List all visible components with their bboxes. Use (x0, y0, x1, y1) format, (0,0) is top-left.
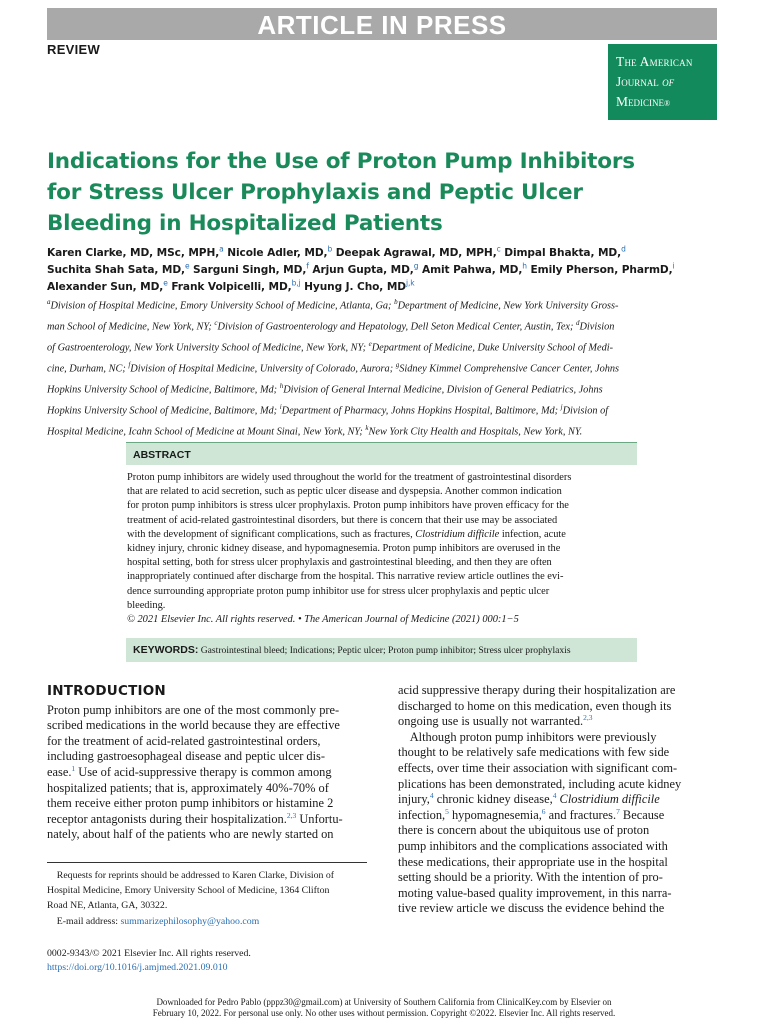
author-line (47, 262, 727, 279)
journal-logo (608, 44, 717, 120)
body-line (47, 812, 367, 828)
abstract-text: with the development of significant complications, such as fractures, (127, 528, 416, 540)
download-line: Downloaded for Pedro Pablo (pppz30@gmail.com) at University of Southern California from ClinicalKey.com by Elsevier on (156, 997, 612, 1007)
body-line: plications has been demonstrated, including acute kidney (398, 776, 682, 791)
affiliation-text: Division of Gastroenterology and Hepatology, Dell Seton Medical Center, Austin, Tex; (217, 321, 576, 333)
download-line: February 10, 2022. For personal use only. No other uses without permission. Copyright ©2022. Elsevier Inc. All rights reserved. (152, 1008, 616, 1018)
intro-left-column (47, 684, 367, 843)
affiliation-mark[interactable]: j,k (405, 278, 415, 288)
reference-link[interactable]: 4 (429, 791, 434, 801)
affiliation-mark[interactable]: c (496, 244, 501, 254)
author: Amit Pahwa, MD, (418, 264, 523, 276)
affiliation-text: Division of (562, 405, 609, 417)
affiliation-mark[interactable]: e (184, 261, 190, 271)
email-link[interactable]: summarizephilosophy@yahoo.com (120, 915, 260, 927)
affiliation-mark[interactable]: f (306, 261, 309, 271)
logo-of: of (662, 74, 675, 89)
body-line: thought to be relatively safe medications with few side (398, 745, 670, 760)
body-line: effects, over time their association with significant com- (398, 760, 678, 775)
abstract-line: kidney injury, chronic kidney disease, and hypomagnesemia. Proton pump inhibitors are overused in the (127, 543, 561, 555)
body-line: hospitalized patients; that is, approximately 40%-70% of (47, 780, 329, 795)
affiliation-text: Division of Hospital Medicine, University of Colorado, Aurora; (130, 363, 396, 375)
body-italic: Clostridium difficile (556, 792, 660, 807)
author: Dimpal Bhakta, MD, (500, 247, 622, 259)
affiliation-line (47, 378, 721, 399)
abstract-line: hospital setting, both for stress ulcer prophylaxis and gastrointestinal bleeding, and then they are often (127, 557, 552, 569)
abstract-line: treatment of acid-related gastrointestinal disorders, but there is concern that their use may be associated (127, 514, 558, 526)
logo-line-2 (616, 72, 717, 92)
body-line (47, 765, 367, 781)
abstract-heading: ABSTRACT (126, 442, 637, 465)
affiliation-text: Hopkins University School of Medicine, Baltimore, Md; (47, 384, 280, 396)
affiliation-mark[interactable]: i (672, 261, 675, 271)
abstract-box (126, 442, 637, 662)
affiliation-sup: d (575, 319, 580, 328)
download-notice (0, 997, 768, 1019)
affiliation-mark[interactable]: a (219, 244, 224, 254)
body-line: tive review article we discuss the evidence behind the (398, 901, 665, 916)
author: Nicole Adler, MD, (223, 247, 328, 259)
body-line: these medications, their appropriate use in the hospital (398, 854, 668, 869)
affiliation-text: New York City Health and Hospitals, New York, NY. (368, 426, 583, 438)
body-line: pump inhibitors and the complications associated with (398, 838, 668, 853)
abstract-body (126, 465, 637, 627)
body-line: including gastroesophageal disease and peptic ulcer dis- (47, 749, 326, 764)
affiliation-text: cine, Durham, NC; (47, 363, 129, 375)
affiliation-line (47, 357, 721, 378)
affiliation-mark[interactable]: h (522, 261, 527, 271)
doi-link[interactable]: https://doi.org/10.1016/j.amjmed.2021.09.010 (47, 961, 228, 973)
affiliation-text: man School of Medicine, New York, NY; (47, 321, 215, 333)
abstract-line: inappropriately continued after discharge from the hospital. This narrative review article outlines the evi- (127, 571, 564, 583)
author: Deepak Agrawal, MD, MPH, (332, 247, 497, 259)
reference-link[interactable]: 2,3 (286, 810, 297, 820)
abstract-line: that are related to acid secretion, such as peptic ulcer disease and dyspepsia. Another common indication (127, 486, 562, 498)
reference-link[interactable]: 4 (552, 791, 557, 801)
abstract-copyright: © 2021 Elsevier Inc. All rights reserved. • The American Journal of Medicine (2021) 000:1−5 (127, 614, 519, 626)
abstract-line: Proton pump inhibitors are widely used throughout the world for the treatment of gastrointestinal disorders (127, 472, 572, 483)
author: Sarguni Singh, MD, (189, 264, 307, 276)
footnote-line: Road NE, Atlanta, GA, 30322. (47, 900, 168, 912)
affiliation-text: of Gastroenterology, New York University School of Medicine, New York, NY; (47, 342, 369, 354)
intro-right-column (398, 683, 718, 917)
body-text: ongoing use is usually not warranted. (398, 714, 584, 729)
affiliation-text: Division (579, 321, 615, 333)
affiliation-text: Division of General Internal Medicine, Division of General Pediatrics, Johns (283, 384, 603, 396)
reference-link[interactable]: 1 (71, 763, 76, 773)
affiliation-text: Sidney Kimmel Comprehensive Cancer Center, Johns (399, 363, 620, 375)
author: Hyung J. Cho, MD (300, 281, 406, 293)
author-list (47, 245, 727, 296)
abstract-text: infection, acute (499, 528, 566, 540)
affiliation-sup: e (368, 340, 372, 349)
body-line: discharged to home on this medication, even though its (398, 698, 672, 713)
logo-journal: Journal (616, 74, 663, 89)
body-text: and fractures. (545, 807, 617, 822)
author: Karen Clarke, MD, MSc, MPH, (47, 247, 220, 259)
affiliation-text: Hospital Medicine, Icahn School of Medicine at Mount Sinai, New York, NY; (47, 426, 366, 438)
body-text: injury, (398, 792, 430, 807)
affiliation-line (47, 294, 721, 315)
affiliation-line (47, 336, 721, 357)
abstract-line: bleeding. (127, 599, 166, 611)
author: Alexander Sun, MD, (47, 281, 164, 293)
author: Frank Volpicelli, MD, (167, 281, 292, 293)
body-line: Proton pump inhibitors are one of the most commonly pre- (47, 702, 340, 717)
affiliation-sup: h (279, 382, 284, 391)
body-line (398, 792, 718, 808)
affiliation-sup: a (47, 298, 51, 306)
affiliation-mark[interactable]: b,j (291, 278, 301, 288)
body-line (398, 714, 718, 730)
affiliation-text: Department of Medicine, New York University Gross- (397, 300, 619, 312)
affiliation-line (47, 315, 721, 336)
body-line (398, 808, 718, 824)
footnote-line (47, 914, 377, 929)
title-line: for Stress Ulcer Prophylaxis and Peptic Ulcer (47, 180, 583, 205)
body-text: hypomagnesemia, (448, 807, 542, 822)
author: Emily Pherson, PharmD, (526, 264, 673, 276)
affiliation-text: Department of Medicine, Duke University School of Medi- (371, 342, 614, 354)
logo-line-1: The American (616, 54, 693, 69)
affiliation-sup: j (560, 403, 563, 412)
body-line: for the treatment of acid-related gastrointestinal orders, (47, 733, 321, 748)
body-text: Use of acid-suppressive therapy is common among (75, 764, 332, 779)
body-line: moting value-based quality improvement, in this narra- (398, 885, 672, 900)
logo-registered: ® (664, 99, 671, 108)
reference-link[interactable]: 5 (445, 806, 449, 816)
affiliation-text: Department of Pharmacy, Johns Hopkins Hospital, Baltimore, Md; (281, 405, 561, 417)
affiliation-sup: k (365, 424, 369, 433)
body-text: receptor antagonists during their hospitalization. (47, 811, 287, 826)
footnote-line: Requests for reprints should be addressed to Karen Clarke, Division of (47, 870, 335, 881)
body-line: Although proton pump inhibitors were previously (398, 729, 657, 744)
author: Suchita Shah Sata, MD, (47, 264, 185, 276)
keywords-text: Gastrointestinal bleed; Indications; Peptic ulcer; Proton pump inhibitor; Stress ulcer prophylaxis (200, 645, 571, 656)
body-text: Because (619, 807, 665, 822)
affiliation-line (47, 420, 721, 441)
abstract-line: for proton pump inhibitors is stress ulcer prophylaxis. Proton pump inhibitors have proven efficacy for the (127, 500, 569, 512)
affiliation-sup: b (394, 298, 398, 306)
affiliation-line (47, 399, 721, 420)
body-line: there is concern about the ubiquitous use of proton (398, 823, 650, 838)
affiliation-mark[interactable]: g (413, 261, 419, 271)
author: Arjun Gupta, MD, (308, 264, 414, 276)
body-text: Unfortu- (296, 811, 343, 826)
keywords-label: KEYWORDS: (133, 644, 199, 656)
body-line: scribed medications in the world because they are effective (47, 718, 340, 733)
body-text: infection, (398, 807, 446, 822)
issn-line: 0002-9343/© 2021 Elsevier Inc. All rights reserved. (47, 948, 251, 959)
affiliation-text: Division of Hospital Medicine, Emory University School of Medicine, Atlanta, Ga; (50, 300, 395, 312)
affiliation-mark[interactable]: b (327, 244, 333, 254)
article-title (47, 146, 647, 239)
affiliation-mark[interactable]: e (163, 278, 168, 288)
abstract-italic: Clostridium difficile (415, 528, 500, 540)
affiliation-text: Hopkins University School of Medicine, Baltimore, Md; (47, 405, 280, 417)
body-text: chronic kidney disease, (433, 792, 553, 807)
article-in-press-banner: ARTICLE IN PRESS (47, 8, 717, 40)
affiliation-mark[interactable]: d (621, 244, 626, 254)
logo-line-3 (616, 92, 717, 114)
affiliation-sup: c (214, 319, 218, 328)
keywords-bar (126, 638, 637, 662)
email-label: E-mail address: (47, 915, 121, 927)
affiliation-sup: f (128, 361, 131, 370)
abstract-line (127, 528, 636, 542)
footnote-line: Hospital Medicine, Emory University School of Medicine, 1364 Clifton (47, 885, 330, 897)
issn-block (47, 947, 251, 974)
body-line: setting should be a priority. With the intention of pro- (398, 870, 663, 885)
reprint-footnote (47, 868, 377, 929)
body-line: them receive either proton pump inhibitors or histamine 2 (47, 796, 334, 811)
title-line: Bleeding in Hospitalized Patients (47, 211, 443, 236)
body-line: nately, about half of the patients who are newly started on (47, 827, 334, 842)
reference-link[interactable]: 6 (541, 806, 546, 816)
abstract-line: dence surrounding appropriate proton pump inhibitor use for stress ulcer prophylaxis and peptic ulcer (127, 585, 550, 597)
affiliation-sup: i (279, 403, 282, 412)
footnote-divider (47, 862, 367, 863)
logo-medicine: Medicine (616, 94, 664, 109)
title-line: Indications for the Use of Proton Pump Inhibitors (47, 149, 635, 174)
affiliations (47, 294, 721, 441)
body-line: acid suppressive therapy during their hospitalization are (398, 683, 676, 697)
reference-link[interactable]: 7 (616, 806, 620, 816)
reference-link[interactable]: 2,3 (583, 713, 593, 723)
body-text: ease. (47, 764, 72, 779)
introduction-heading: INTRODUCTION (47, 683, 166, 699)
affiliation-sup: g (395, 361, 400, 370)
section-label: REVIEW (47, 42, 101, 57)
author-line (47, 245, 727, 262)
